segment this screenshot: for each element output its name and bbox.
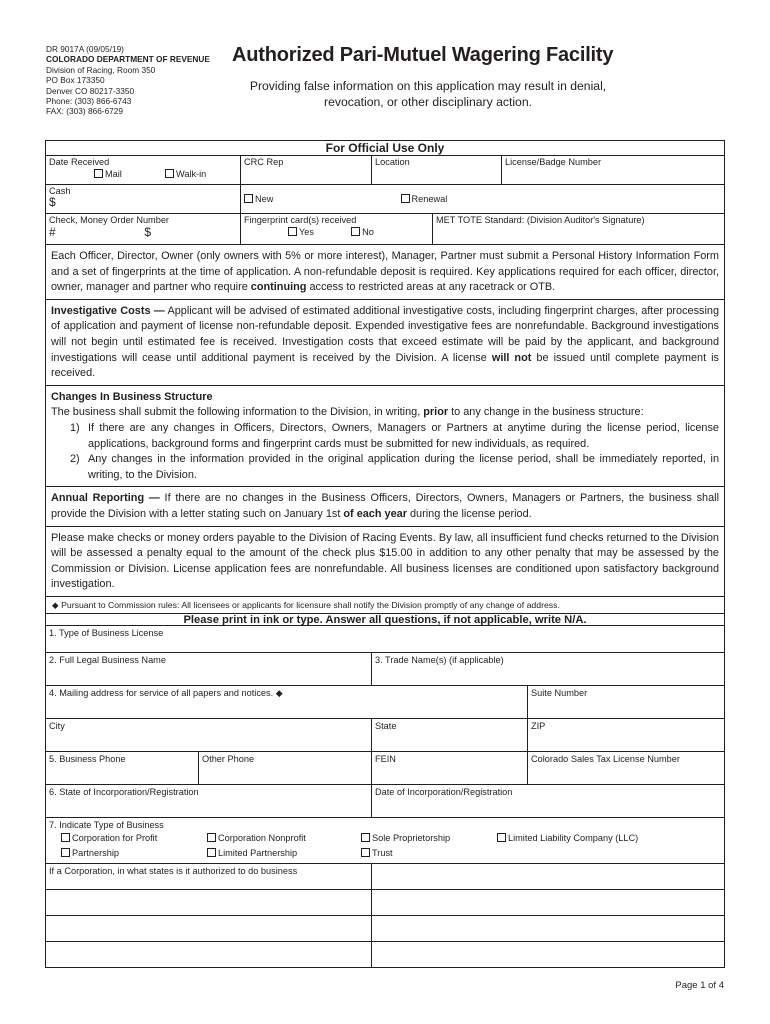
cash-label: Cash: [49, 186, 71, 196]
list-item: [51, 421, 719, 452]
date-incorporation-field[interactable]: [372, 785, 724, 817]
business-structure-paragraph: [46, 385, 724, 487]
official-row-2: [46, 184, 724, 213]
corp-profit-checkbox[interactable]: [61, 833, 70, 842]
fein-field[interactable]: [372, 752, 528, 784]
investigative-costs-title: Investigative Costs —: [51, 304, 165, 317]
fingerprint-label: Fingerprint card(s) received: [244, 215, 357, 225]
yes-label: Yes: [299, 227, 314, 237]
corp-states-field-right[interactable]: [372, 890, 724, 915]
official-row-1: [46, 155, 724, 184]
official-row-3: [46, 213, 724, 244]
corp-states-label: If a Corporation, in what states is it authorized to do business: [49, 865, 298, 876]
state-incorporation-field[interactable]: [46, 785, 372, 817]
partnership-checkbox[interactable]: [61, 848, 70, 857]
date-received-cell: [46, 156, 241, 184]
renewal-label: Renewal: [411, 194, 448, 204]
field-row-2: [46, 652, 724, 685]
suite-label: Suite Number: [531, 687, 588, 698]
corp-states-field[interactable]: [46, 942, 372, 967]
check-dollar: $: [144, 225, 152, 239]
payment-text: Please make checks or money orders payable to the Division of Racing Events. By law, all insufficient fund checks returned to the Division will be assessed a penalty equal to the amount of the check plus $15.00 in addition to any other penalty that may be assessed by the Commission or Division. License application fees are nonrefundable. All business licenses are conditioned upon satisfactory background investigation.: [51, 531, 719, 591]
license-type-field[interactable]: [46, 626, 724, 652]
new-checkbox[interactable]: [244, 194, 253, 203]
continuing-emphasis: continuing: [250, 281, 307, 294]
business-phone-label: 5. Business Phone: [49, 753, 126, 764]
page-title: Authorized Pari-Mutuel Wagering Facility: [232, 44, 614, 66]
zip-label: ZIP: [531, 720, 546, 731]
annual-reporting-paragraph: [46, 486, 724, 525]
partnership-label: Partnership: [72, 848, 119, 859]
warning-text: Providing false information on this application may result in denial, revocation, or other disciplinary action.: [249, 79, 607, 109]
suite-field[interactable]: [528, 686, 724, 718]
business-structure-intro: [51, 405, 719, 421]
list-text: If there are any changes in Officers, Directors, Owners, Managers or Partners at anytime during the license period, license applications, background forms and fingerprint cards must be submitted for new individuals, as required.: [88, 421, 719, 450]
page-number: Page 1 of 4: [675, 980, 724, 991]
list-number: 2): [70, 453, 80, 466]
sole-prop-label: Sole Proprietorship: [372, 832, 451, 843]
intro-text: The business shall submit the following information to the Division, in writing,: [51, 406, 424, 419]
sole-prop-checkbox[interactable]: [361, 833, 370, 842]
investigative-costs-paragraph: [46, 299, 724, 385]
business-structure-title: Changes In Business Structure: [51, 390, 213, 403]
legal-name-field[interactable]: [46, 653, 372, 685]
field-row-4: [46, 718, 724, 751]
check-mo-cell[interactable]: [46, 214, 241, 244]
sales-tax-label: Colorado Sales Tax License Number: [531, 753, 680, 764]
mail-checkbox[interactable]: [94, 169, 103, 178]
investigative-costs-text-end: be issued until complete payment is received.: [51, 351, 720, 380]
field-row-1: [46, 625, 724, 652]
state-incorporation-label: 6. State of Incorporation/Registration: [49, 786, 199, 797]
mailing-address-label: 4. Mailing address for service of all papers and notices. ◆: [49, 687, 283, 698]
application-form: [45, 140, 725, 968]
prior-emphasis: prior: [423, 406, 449, 419]
zip-field[interactable]: [528, 719, 724, 751]
print-instructions: Please print in ink or type. Answer all questions, if not applicable, write N/A.: [46, 613, 724, 625]
trade-name-field[interactable]: [372, 653, 724, 685]
corp-states-row-1: [46, 863, 724, 889]
new-label: New: [255, 194, 274, 204]
license-badge-label: License/Badge Number: [505, 157, 602, 167]
crc-rep-label: CRC Rep: [244, 157, 284, 167]
field-row-6: [46, 784, 724, 817]
department-name: COLORADO DEPARTMENT OF REVENUE: [46, 54, 210, 65]
corp-states-field-right[interactable]: [372, 916, 724, 941]
trust-label: Trust: [372, 848, 393, 859]
corp-nonprofit-checkbox[interactable]: [207, 833, 216, 842]
mailing-address-field[interactable]: [46, 686, 528, 718]
corp-nonprofit-label: Corporation Nonprofit: [218, 832, 306, 843]
payment-paragraph: [46, 526, 724, 596]
corp-states-row-4: [46, 941, 724, 967]
annual-reporting-text-end: during the license period.: [406, 507, 532, 520]
no-checkbox[interactable]: [351, 227, 360, 236]
mail-label: Mail: [105, 169, 122, 179]
corp-states-field-right[interactable]: [372, 942, 724, 967]
annual-reporting-title: Annual Reporting —: [51, 492, 160, 505]
investigative-costs-text: Applicant will be advised of estimated additional investigative costs, including fingerprint charges, after processing of application and payment of license non-refundable deposit. Expended investigative fees are nonrefundable. Background investigations will not begin until estimated fee is received. Investigation costs that exceed estimate will be paid by the applicant, and background investigations will cease until additional payment is received by the Division. A license: [51, 304, 719, 364]
date-received-label: Date Received: [49, 157, 110, 167]
llc-checkbox[interactable]: [497, 833, 506, 842]
location-label: Location: [375, 157, 410, 167]
state-label: State: [375, 720, 397, 731]
deposit-text: Each Officer, Director, Owner (only owners with 5% or more interest), Manager, Partner must submit a Personal History Information Form and a set of fingerprints at the time of application. A non-refundable deposit is required. Key applications required for each officer, director, owner, manager and partner who require: [51, 250, 719, 294]
crc-rep-cell[interactable]: [241, 156, 372, 184]
deposit-text-end: access to restricted areas at any racetrack or OTB.: [306, 281, 556, 294]
list-number: 1): [70, 421, 80, 434]
address-change-note: ◆ Pursuant to Commission rules: All licensees or applicants for licensure shall notify the Division promptly of any change of address.: [46, 596, 724, 613]
corp-states-field-right[interactable]: [372, 864, 724, 889]
list-text: Any changes in the information provided in the original application during the license period, shall be immediately reported, in writing, to the Division.: [88, 453, 719, 481]
ltd-partnership-checkbox[interactable]: [207, 848, 216, 857]
agency-info: [46, 44, 210, 117]
renewal-checkbox[interactable]: [401, 194, 410, 203]
business-phone-field[interactable]: [46, 752, 199, 784]
field-row-7: [46, 817, 724, 863]
walk-in-label: Walk-in: [175, 169, 207, 179]
fein-label: FEIN: [375, 753, 396, 764]
corp-states-row-3: [46, 915, 724, 941]
form-id: DR 9017A (09/05/19): [46, 44, 124, 54]
check-mo-label: Check, Money Order Number: [49, 215, 169, 225]
sales-tax-field[interactable]: [528, 752, 724, 784]
license-type-label: 1. Type of Business License: [49, 627, 164, 638]
other-phone-label: Other Phone: [202, 753, 255, 764]
trust-checkbox[interactable]: [361, 848, 370, 857]
met-tote-label: MET TOTE Standard: (Division Auditor's Signature): [436, 215, 645, 225]
will-not-emphasis: will not: [491, 351, 532, 364]
corp-states-field[interactable]: [46, 890, 372, 915]
fingerprint-cell: [241, 214, 433, 244]
yes-checkbox[interactable]: [288, 227, 297, 236]
city-address: Denver CO 80217-3350: [46, 85, 135, 96]
official-use-title: For Official Use Only: [325, 141, 445, 155]
deposit-paragraph: [46, 244, 724, 299]
check-hash: #: [49, 225, 56, 239]
corp-states-field[interactable]: [46, 864, 372, 889]
date-incorporation-label: Date of Incorporation/Registration: [375, 786, 513, 797]
cash-cell[interactable]: [46, 185, 241, 213]
business-type-label: 7. Indicate Type of Business: [49, 819, 164, 830]
business-type-field: [46, 818, 724, 863]
annual-reporting-text: If there are no changes in the Business Officers, Directors, Owners, Managers or Partners, the business shall provide the Division with a letter stating such on January 1st: [51, 492, 719, 520]
license-badge-cell[interactable]: [502, 156, 724, 184]
fax-number: FAX: (303) 866-6729: [46, 106, 124, 117]
cash-dollar: $: [49, 195, 56, 209]
met-tote-cell[interactable]: [433, 214, 724, 244]
list-item: [51, 452, 719, 483]
no-label: No: [362, 227, 374, 237]
field-row-3: [46, 685, 724, 718]
ltd-partnership-label: Limited Partnership: [218, 848, 298, 859]
legal-name-label: 2. Full Legal Business Name: [49, 654, 166, 665]
llc-label: Limited Liability Company (LLC): [508, 832, 639, 843]
corp-states-field[interactable]: [46, 916, 372, 941]
city-label: City: [49, 720, 65, 731]
phone-number: Phone: (303) 866-6743: [46, 96, 132, 107]
intro-text-end: to any change in the business structure:: [448, 406, 644, 419]
corp-profit-label: Corporation for Profit: [72, 832, 158, 843]
new-renewal-cell: [241, 185, 724, 213]
other-phone-field[interactable]: [199, 752, 372, 784]
trade-name-label: 3. Trade Name(s) (if applicable): [375, 654, 504, 665]
division-name: Division of Racing, Room 350: [46, 64, 156, 75]
city-field[interactable]: [46, 719, 372, 751]
walk-in-checkbox[interactable]: [165, 169, 174, 178]
each-year-emphasis: of each year: [343, 507, 407, 520]
corp-states-row-2: [46, 889, 724, 915]
field-row-5: [46, 751, 724, 784]
state-field[interactable]: [372, 719, 528, 751]
location-cell[interactable]: [372, 156, 502, 184]
po-box: PO Box 173350: [46, 75, 105, 86]
